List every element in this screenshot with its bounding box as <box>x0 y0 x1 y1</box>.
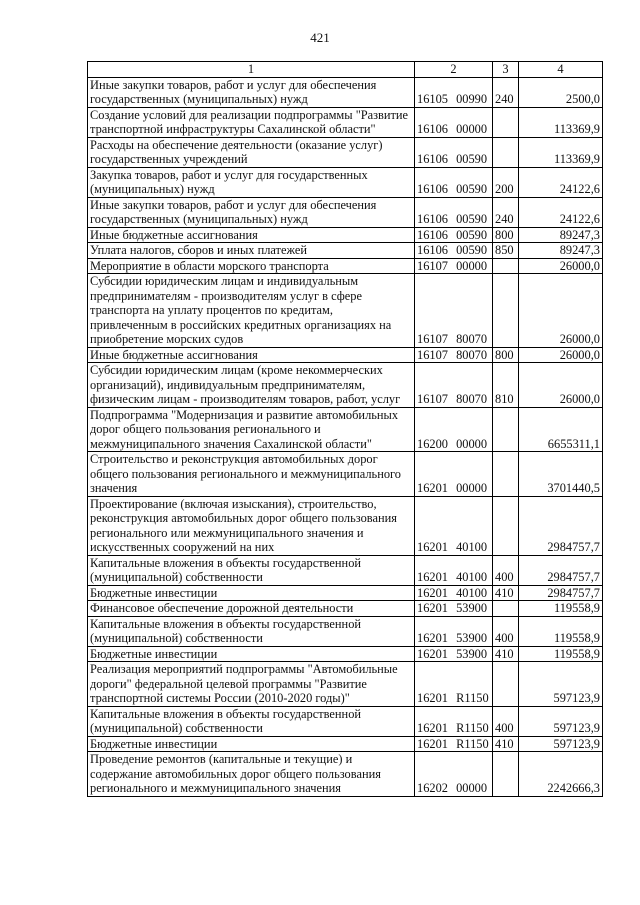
row-amount: 2984757,7 <box>519 555 603 585</box>
row-code: 16106 00590 <box>415 227 493 243</box>
row-type: 800 <box>493 347 519 363</box>
row-code: 16201 R1150 <box>415 706 493 736</box>
row-name: Реализация мероприятий подпрограммы "Автомобильные дороги" федеральной целевой программы "Развитие транспортной системы России (2010-2020 годы)" <box>88 662 415 707</box>
row-name: Закупка товаров, работ и услуг для государственных (муниципальных) нужд <box>88 167 415 197</box>
row-code: 16107 80070 <box>415 274 493 348</box>
row-code: 16106 00590 <box>415 137 493 167</box>
row-amount: 26000,0 <box>519 363 603 408</box>
row-name: Иные закупки товаров, работ и услуг для обеспечения государственных (муниципальных) нужд <box>88 77 415 107</box>
row-name: Мероприятие в области морского транспорта <box>88 258 415 274</box>
row-name: Проведение ремонтов (капитальные и текущие) и содержание автомобильных дорог общего пользования регионального и межмуниципального значения <box>88 752 415 797</box>
row-name: Капитальные вложения в объекты государственной (муниципальной) собственности <box>88 555 415 585</box>
table-row <box>88 258 603 274</box>
row-code: 16107 80070 <box>415 363 493 408</box>
row-name: Проектирование (включая изыскания), строительство, реконструкция автомобильных дорог общего пользования регионального или межмуниципального значения и искусственных сооружений на них <box>88 496 415 555</box>
row-code: 16200 00000 <box>415 407 493 452</box>
row-type: 240 <box>493 197 519 227</box>
row-amount: 2984757,7 <box>519 496 603 555</box>
row-amount: 119558,9 <box>519 616 603 646</box>
table-row <box>88 227 603 243</box>
row-name: Расходы на обеспечение деятельности (оказание услуг) государственных учреждений <box>88 137 415 167</box>
row-type <box>493 496 519 555</box>
row-code: 16107 00000 <box>415 258 493 274</box>
row-name: Строительство и реконструкция автомобильных дорог общего пользования регионального и межмуниципального значения <box>88 452 415 497</box>
row-type <box>493 662 519 707</box>
row-code: 16201 40100 <box>415 496 493 555</box>
row-type: 400 <box>493 706 519 736</box>
row-name: Иные бюджетные ассигнования <box>88 227 415 243</box>
row-amount: 24122,6 <box>519 197 603 227</box>
table-row <box>88 452 603 497</box>
row-amount: 6655311,1 <box>519 407 603 452</box>
row-code: 16201 40100 <box>415 585 493 601</box>
row-name: Подпрограмма "Модернизация и развитие автомобильных дорог общего пользования регионального и межмуниципального значения Сахалинской области" <box>88 407 415 452</box>
row-code: 16201 53900 <box>415 646 493 662</box>
row-type: 410 <box>493 646 519 662</box>
row-type <box>493 601 519 617</box>
row-amount: 2984757,7 <box>519 585 603 601</box>
table-row <box>88 706 603 736</box>
page-number: 421 <box>310 30 330 45</box>
table-row <box>88 736 603 752</box>
table-row <box>88 555 603 585</box>
row-code: 16105 00990 <box>415 77 493 107</box>
row-amount: 113369,9 <box>519 107 603 137</box>
table-row <box>88 274 603 348</box>
row-amount: 89247,3 <box>519 227 603 243</box>
row-code: 16107 80070 <box>415 347 493 363</box>
table-row <box>88 662 603 707</box>
row-type: 400 <box>493 555 519 585</box>
row-amount: 89247,3 <box>519 243 603 259</box>
table-row <box>88 496 603 555</box>
table-row <box>88 363 603 408</box>
row-amount: 26000,0 <box>519 274 603 348</box>
header-col-3: 3 <box>493 62 519 78</box>
table-row <box>88 646 603 662</box>
row-type <box>493 137 519 167</box>
table-row <box>88 347 603 363</box>
row-amount: 597123,9 <box>519 736 603 752</box>
table-row <box>88 407 603 452</box>
row-type: 810 <box>493 363 519 408</box>
row-type: 850 <box>493 243 519 259</box>
row-name: Субсидии юридическим лицам и индивидуальным предпринимателям - производителям услуг в сфере транспорта на уплату процентов по кредитам, привлеченным в российских кредитных организациях на приобретение морских судов <box>88 274 415 348</box>
table-row <box>88 601 603 617</box>
row-name: Бюджетные инвестиции <box>88 646 415 662</box>
row-name: Иные бюджетные ассигнования <box>88 347 415 363</box>
table-row <box>88 585 603 601</box>
row-amount: 3701440,5 <box>519 452 603 497</box>
row-code: 16201 R1150 <box>415 736 493 752</box>
row-name: Финансовое обеспечение дорожной деятельности <box>88 601 415 617</box>
row-amount: 24122,6 <box>519 167 603 197</box>
row-code: 16106 00590 <box>415 197 493 227</box>
row-name: Бюджетные инвестиции <box>88 736 415 752</box>
row-amount: 2500,0 <box>519 77 603 107</box>
row-code: 16201 40100 <box>415 555 493 585</box>
row-code: 16106 00000 <box>415 107 493 137</box>
table-row <box>88 137 603 167</box>
row-type: 400 <box>493 616 519 646</box>
table-row <box>88 107 603 137</box>
table-row <box>88 752 603 797</box>
header-col-2: 2 <box>415 62 493 78</box>
row-code: 16106 00590 <box>415 167 493 197</box>
row-code: 16106 00590 <box>415 243 493 259</box>
row-type <box>493 258 519 274</box>
table-row <box>88 616 603 646</box>
row-name: Субсидии юридическим лицам (кроме некоммерческих организаций), индивидуальным предпринимателям, физическим лицам - производителям товаров, работ, услуг <box>88 363 415 408</box>
header-col-4: 4 <box>519 62 603 78</box>
row-amount: 119558,9 <box>519 646 603 662</box>
row-code: 16201 R1150 <box>415 662 493 707</box>
table-row <box>88 197 603 227</box>
row-code: 16201 53900 <box>415 616 493 646</box>
row-type <box>493 274 519 348</box>
table-row <box>88 77 603 107</box>
row-type: 240 <box>493 77 519 107</box>
row-code: 16202 00000 <box>415 752 493 797</box>
header-col-1: 1 <box>88 62 415 78</box>
row-type: 200 <box>493 167 519 197</box>
row-name: Уплата налогов, сборов и иных платежей <box>88 243 415 259</box>
row-type <box>493 752 519 797</box>
row-name: Капитальные вложения в объекты государственной (муниципальной) собственности <box>88 706 415 736</box>
row-type <box>493 107 519 137</box>
row-name: Капитальные вложения в объекты государственной (муниципальной) собственности <box>88 616 415 646</box>
row-name: Создание условий для реализации подпрограммы "Развитие транспортной инфраструктуры Сахалинской области" <box>88 107 415 137</box>
row-name: Иные закупки товаров, работ и услуг для обеспечения государственных (муниципальных) нужд <box>88 197 415 227</box>
table-row <box>88 167 603 197</box>
row-amount: 597123,9 <box>519 662 603 707</box>
header-row <box>88 62 603 78</box>
row-code: 16201 00000 <box>415 452 493 497</box>
row-type: 410 <box>493 736 519 752</box>
row-type: 800 <box>493 227 519 243</box>
row-type <box>493 452 519 497</box>
row-amount: 113369,9 <box>519 137 603 167</box>
row-amount: 26000,0 <box>519 347 603 363</box>
table-body <box>88 77 603 796</box>
row-code: 16201 53900 <box>415 601 493 617</box>
row-amount: 597123,9 <box>519 706 603 736</box>
row-type: 410 <box>493 585 519 601</box>
row-amount: 119558,9 <box>519 601 603 617</box>
budget-table <box>87 61 603 797</box>
row-name: Бюджетные инвестиции <box>88 585 415 601</box>
row-amount: 26000,0 <box>519 258 603 274</box>
table-row <box>88 243 603 259</box>
row-type <box>493 407 519 452</box>
row-amount: 2242666,3 <box>519 752 603 797</box>
table-header <box>88 62 603 78</box>
